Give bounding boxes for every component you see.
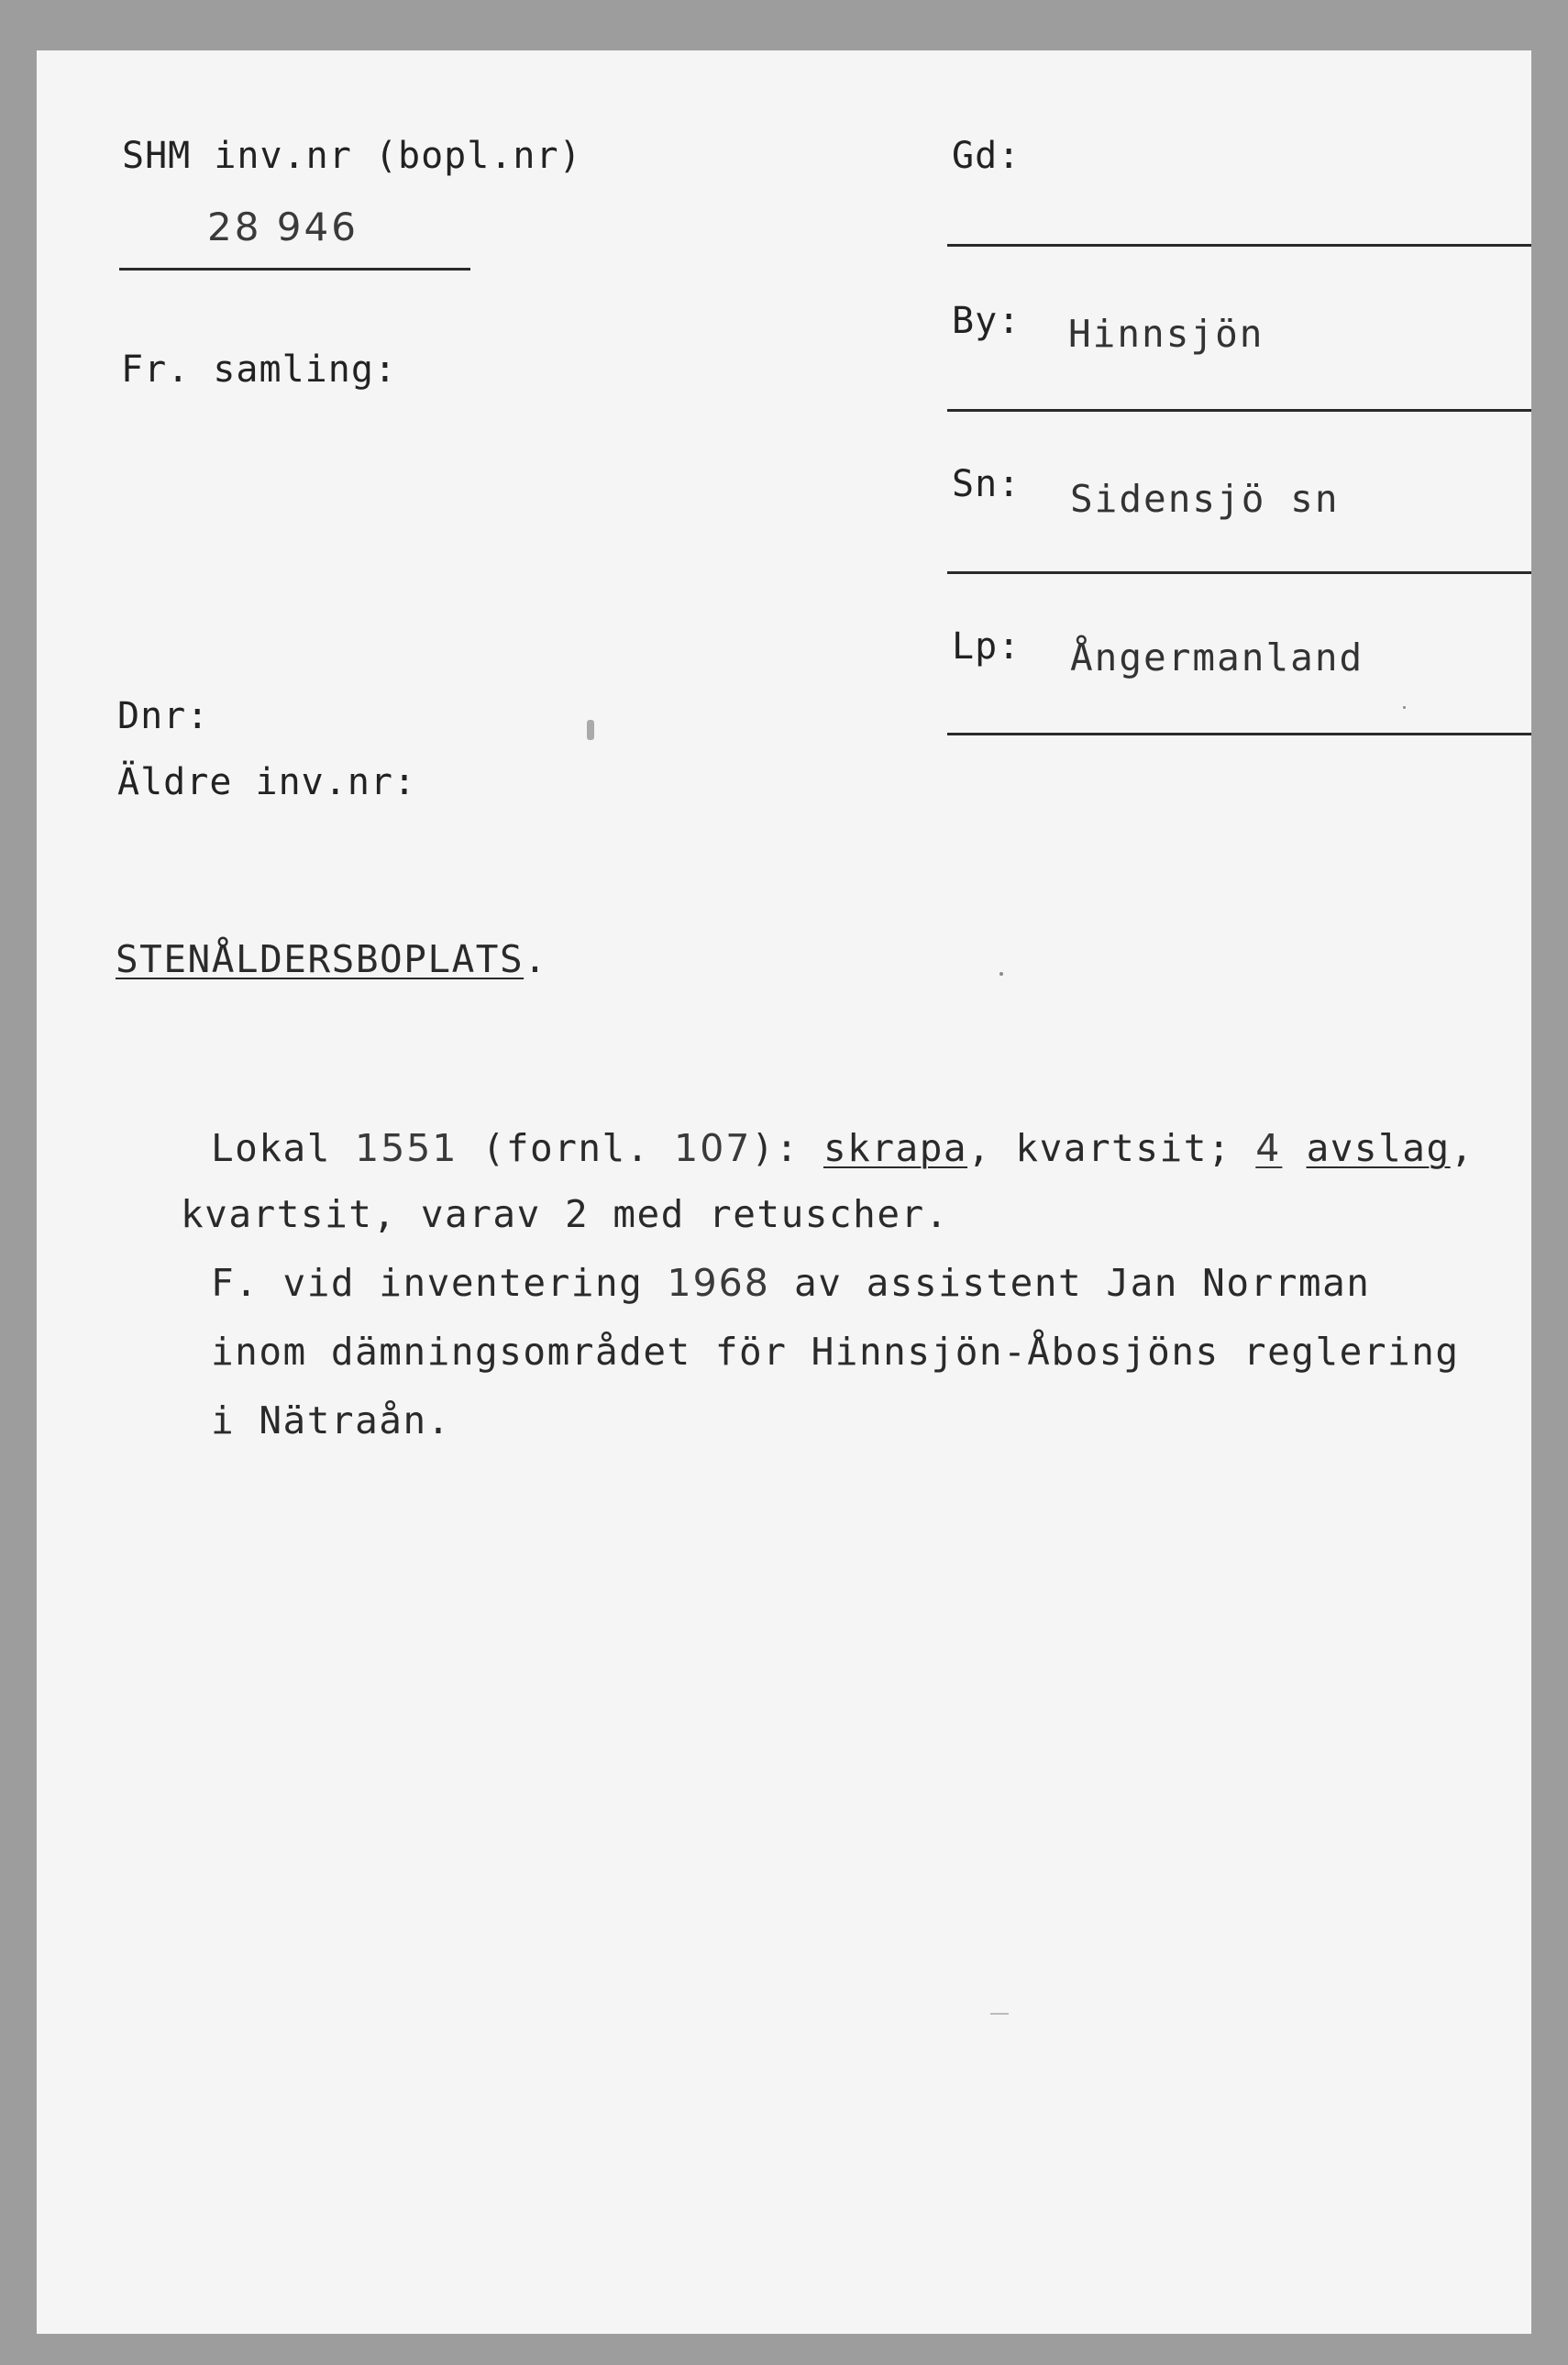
inv-nr-value: 28 946 — [207, 204, 359, 249]
sn-label: Sn: — [952, 463, 1021, 505]
dust-speck — [990, 2013, 1009, 2015]
site-type-heading-suffix: . — [524, 937, 548, 981]
body-line-1 — [211, 1126, 1474, 1170]
gd-rule — [947, 244, 1531, 247]
by-rule — [947, 409, 1531, 412]
inv-nr-label: SHM inv.nr (bopl.nr) — [122, 135, 582, 177]
body-line-3-b: av assistent Jan Norrman — [769, 1261, 1371, 1305]
lp-value: Ångermanland — [1070, 635, 1364, 680]
body-line-1-lokal-number: 1551 — [355, 1126, 458, 1170]
body-line-1-e: , — [1450, 1126, 1474, 1170]
index-card — [37, 50, 1531, 2334]
fr-samling-label: Fr. samling: — [121, 348, 397, 391]
inv-nr-rule — [119, 268, 470, 271]
body-count-four: 4 — [1255, 1126, 1283, 1170]
lp-rule — [947, 733, 1531, 735]
body-line-1-d: , kvartsit; — [967, 1126, 1256, 1170]
body-line-5: i Nätraån. — [211, 1398, 451, 1442]
dust-speck — [1403, 706, 1406, 709]
dust-speck — [999, 972, 1003, 976]
body-line-1-b: (fornl. — [458, 1126, 675, 1170]
body-line-1-gap — [1282, 1126, 1306, 1170]
dnr-label: Dnr: — [117, 695, 210, 737]
body-line-1-c: ): — [751, 1126, 823, 1170]
site-type-heading — [116, 937, 547, 981]
body-line-3-a: F. vid inventering — [211, 1261, 668, 1305]
body-avslag: avslag — [1306, 1126, 1451, 1170]
body-skrapa: skrapa — [823, 1126, 968, 1170]
body-line-1-fornl-number: 107 — [674, 1126, 752, 1170]
sn-value: Sidensjö sn — [1070, 477, 1340, 521]
gd-label: Gd: — [952, 135, 1021, 177]
lp-label: Lp: — [952, 625, 1021, 668]
ink-speck — [587, 720, 594, 740]
site-type-heading-text: STENÅLDERSBOPLATS — [116, 937, 525, 981]
by-label: By: — [952, 300, 1021, 342]
aldre-inv-label: Äldre inv.nr: — [117, 761, 417, 803]
body-line-4: inom dämningsområdet för Hinnsjön-Åbosjöns reglering — [211, 1330, 1460, 1374]
by-value: Hinnsjön — [1068, 312, 1264, 356]
body-line-2: kvartsit, varav 2 med retuscher. — [181, 1192, 949, 1236]
body-year: 1968 — [667, 1261, 770, 1305]
sn-rule — [947, 571, 1531, 574]
body-line-3 — [211, 1261, 1370, 1305]
body-line-1-a: Lokal — [211, 1126, 356, 1170]
